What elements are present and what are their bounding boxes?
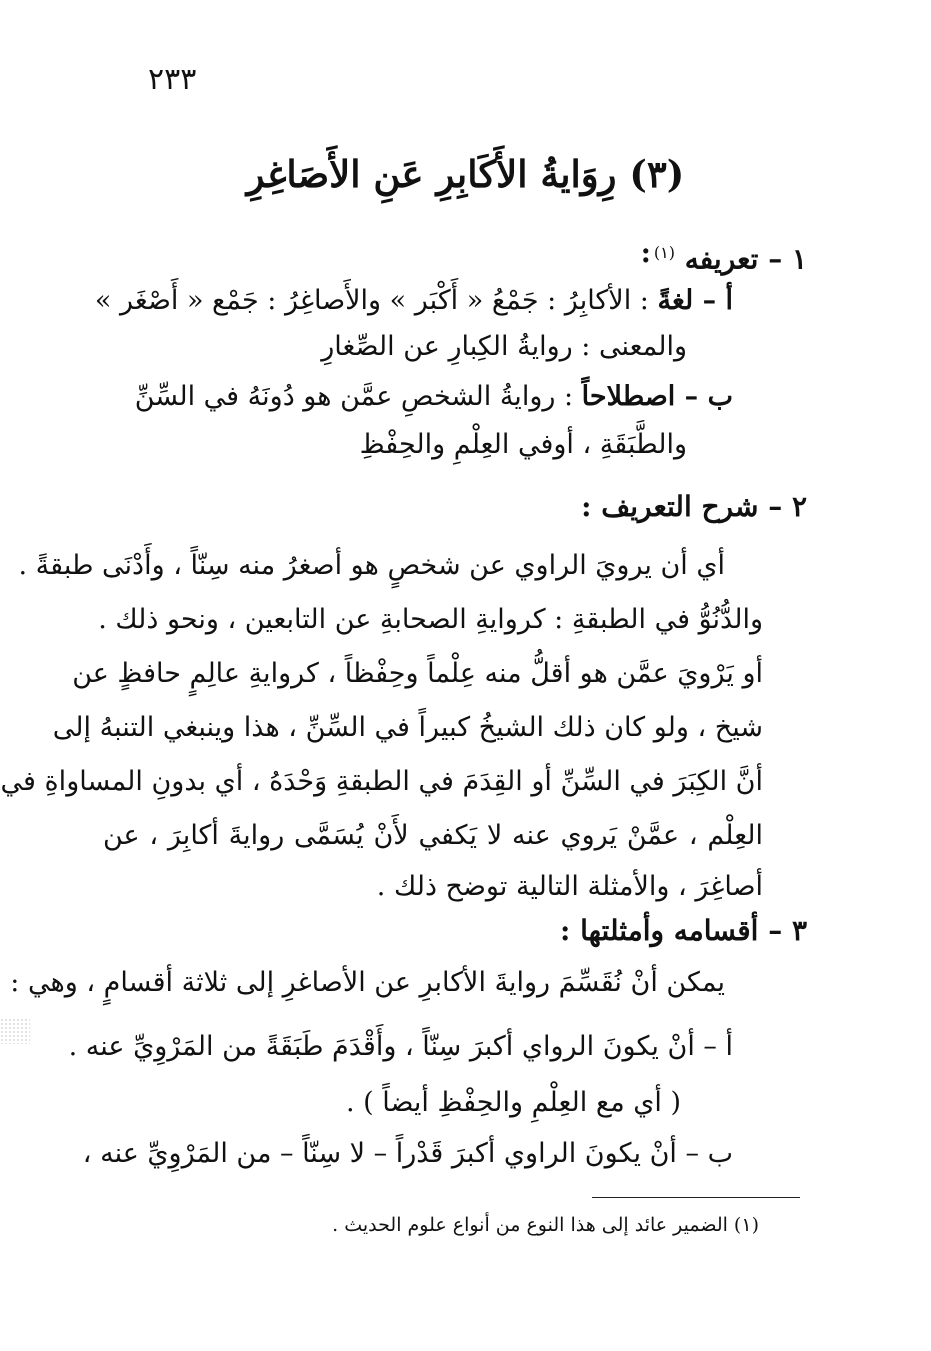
page-title: (٣) رِوَايةُ الأَكَابِرِ عَنِ الأَصَاغِرِ — [246, 152, 685, 196]
definition-istilah-continued: والطَّبَقَةِ ، أوفي العِلْمِ والحِفْظِ — [359, 429, 687, 460]
division-a-note: ( أي مع العِلْمِ والحِفْظِ أيضاً ) . — [346, 1087, 681, 1118]
scan-speck — [0, 1018, 30, 1044]
footnote: (١) الضمير عائد إلى هذا النوع من أنواع علوم الحديث . — [332, 1214, 759, 1236]
division-b: ب – أنْ يكونَ الراوي أكبرَ قَدْراً – لا سِنّاً – من المَرْوِيِّ عنه ، — [82, 1138, 733, 1169]
definition-istilah — [135, 380, 733, 414]
section-1-colon: : — [640, 236, 651, 269]
explanation-line-2: والدُّنُوُّ في الطبقةِ : كروايةِ الصحابةِ عن التابعين ، ونحو ذلك . — [98, 604, 763, 635]
section-1-heading-text: ١ – تعريفه — [684, 242, 807, 276]
section-2-heading: ٢ – شرح التعريف : — [581, 490, 807, 523]
division-a: أ – أنْ يكونَ الرواي أكبرَ سِنّاً ، وأَقْدَمَ طَبَقَةً من المَرْوِيِّ عنه . — [68, 1031, 733, 1062]
divisions-intro: يمكن أنْ نُقَسِّمَ روايةَ الأكابرِ عن الأصاغرِ إلى ثلاثة أقسامٍ ، وهي : — [10, 967, 725, 998]
footnote-reference: (١) — [653, 243, 675, 262]
page-number: ٢٣٣ — [148, 62, 197, 97]
lugha-label: أ – لغةً — [657, 285, 733, 316]
explanation-line-7: أصاغِرَ ، والأمثلة التالية توضح ذلك . — [376, 871, 763, 902]
section-1-heading — [654, 236, 807, 276]
explanation-line-4: شيخ ، ولو كان ذلك الشيخُ كبيراً في السِّنِّ ، هذا وينبغي التنبهُ إلى — [52, 712, 763, 743]
explanation-line-5: أنَّ الكِبَرَ في السِّنِّ أو القِدَمَ في الطبقةِ وَحْدَهُ ، أي بدونِ المساواةِ في — [0, 766, 763, 797]
definition-meaning: والمعنى : روايةُ الكِبارِ عن الصِّغارِ — [321, 331, 687, 362]
lugha-text: : الأكابِرُ : جَمْعُ « أَكْبَر » والأَصاغِرُ : جَمْع « أَصْغَر » — [94, 285, 649, 316]
section-3-heading: ٣ – أقسامه وأمثلتها : — [560, 914, 807, 947]
definition-lugha — [95, 284, 733, 318]
explanation-line-1: أي أن يرويَ الراوي عن شخصٍ هو أصغرُ منه سِنّاً ، وأَدْنَى طبقةً . — [18, 550, 725, 581]
istilah-text: : روايةُ الشخصِ عمَّن هو دُونَهُ في السِّنِّ — [134, 381, 574, 412]
explanation-line-3: أو يَرْويَ عمَّن هو أقلُّ منه عِلْماً وحِفْظاً ، كروايةِ عالِمٍ حافظٍ عن — [72, 658, 763, 689]
istilah-label: ب – اصطلاحاً — [581, 381, 733, 412]
footnote-separator — [592, 1197, 800, 1198]
explanation-line-6: العِلْم ، عمَّنْ يَروي عنه لا يَكفي لأَنْ يُسَمَّى روايةَ أكابِرَ ، عن — [103, 820, 763, 851]
